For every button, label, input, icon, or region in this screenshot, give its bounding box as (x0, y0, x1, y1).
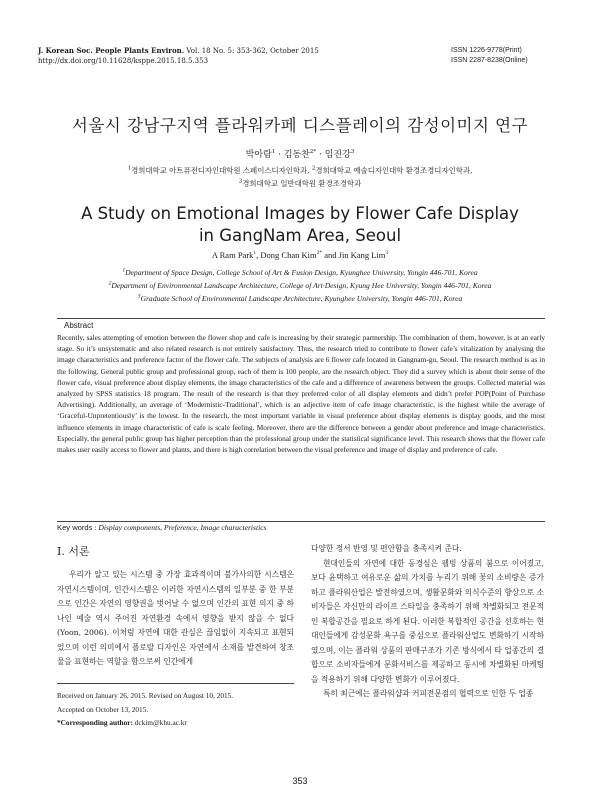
author-joiner: , (256, 250, 261, 260)
corresponding-email[interactable]: dckim@khu.ac.kr (132, 718, 187, 727)
author-separator: · (275, 150, 284, 160)
received-note: Received on January 26, 2015. Revised on August 10, 2015. (57, 691, 234, 700)
author-name: 박아람 (245, 150, 272, 160)
english-affiliations (0, 266, 600, 305)
author-name: Dong Chan Kim (260, 250, 317, 260)
affil-sup: 2 (311, 165, 316, 172)
abstract-heading: Abstract (64, 321, 94, 330)
body-paragraph: 현대인들의 자연에 대한 동경심은 웰빙 상품의 붐으로 이어졌고, 보다 윤택하고 여유로운 삶의 가치를 누리기 위해 꽃의 소비량은 증가하고 플라워산업은 발전하였으며, 생활문화와 의식수준의 향상으로 소비자들은 자신만의 라이프 스타일을 충족하기 위해 차별화되고 전문적인 복합공간을 필요로 하게 된다. 이러한 복합적인 공간을 선호하는 현대인들에게 감성문화 욕구를 중심으로 플라워산업도 변화하기 시작하였으며, 이는 플라워 상품의 판매구조가 기존 방식에서 타 업종간의 결합으로 소비자들에게 문화서비스를 제공하고 동시에 차별화된 마케팅을 적용하기 위해 다양한 변화가 이루어졌다. (311, 558, 544, 684)
english-title-line-1: A Study on Emotional Images by Flower Cafe Display (81, 204, 519, 223)
abstract-text: Recently, sales attempting of emotion between the flower shop and cafe is increasing by their strategic partnership. The combination of them, however, is at an early stage. So it’s unsystematic and also related research is not entirely satisfactory. Thus, the research tried to contribute to flower cafe’s vitalization by analysing the image characteristics and preference factor of the flower cafe. The subjects of analysis are 6 flower cafe located in Gangnam-gu, Seoul. The research method is as in the following. General public group and professional group, each of them is 100 people, are the research object. They did a survey which is about their sense of the flower cafe, visual preference about display elements, the image characteristics of the cafe and a difference of awareness between the groups. Collected material was analyzed by SPSS statistics 18 program. The result of the research is that they preferred color of all display elements and didn’t prefer POP(Point of Purchase Advertising). Additionally, an average of ‘Modernistic-Traditional’, which is an adjective item of cafe image characteristic, is the highest while the average of ‘Graceful-Unpretentiously’ is the lowest. In the research, the most important variable in visual preference about display elements is display goods, and the most influence elements in image characteristic of cafe is scale feeling. Moreover, there are the difference between a gender about preference and image characteristics. Especially, the general public group has higher perception than the professional group under the statistical significance level. This research shows that the flower cafe makes user easily access to flower and plants, and there is high correlation between the visual preference and image of display and preference of cafe. (57, 333, 545, 455)
author-sup: 1 (253, 250, 257, 257)
keywords-label: Key words (57, 523, 93, 532)
korean-authors (0, 147, 600, 160)
affil-text: 경희대학교 아트퓨전디자인대학원 스페이스디자인학과, (131, 166, 312, 175)
affil-text: Department of Environmental Landscape Architecture, College of Art·Design, Kyung Hee University, Yongin 446-701, Korea (111, 281, 492, 290)
keywords-values: Display components, Preference, Image characteristics (98, 523, 267, 532)
author-sup: 3 (385, 250, 389, 257)
author-name: Jin Kang Lim (338, 250, 386, 260)
affil-text: 경희대학교 예술디자인대학 환경조경디자인학과, (315, 166, 473, 175)
author-separator: · (316, 150, 325, 160)
left-column (57, 568, 294, 670)
author-sup: 1 (271, 149, 276, 155)
issn-print: ISSN 1226-9778(Print) (451, 47, 522, 54)
author-sup: 2* (316, 250, 323, 257)
english-title (0, 203, 600, 247)
journal-volume: Vol. 18 No. 5: 353-362, October 2015 (184, 47, 319, 55)
korean-affiliations (0, 164, 600, 190)
korean-title: 서울시 강남구지역 플라워카페 디스플레이의 감성이미지 연구 (71, 116, 529, 135)
journal-name: J. Korean Soc. People Plants Environ. (38, 46, 185, 55)
body-paragraph: 다양한 정서 반영 및 편안함을 충족시켜 준다. (311, 544, 462, 553)
footnote-divider (57, 683, 294, 684)
affil-text: 경희대학교 일반대학원 환경조경학과 (242, 179, 362, 188)
affil-sup: 3 (238, 178, 243, 185)
affil-sup: 3 (137, 293, 141, 300)
english-title-line-2: in GangNam Area, Seoul (198, 226, 402, 245)
doi-link[interactable]: http://dx.doi.org/10.11628/ksppe.2015.18.5.353 (38, 57, 209, 65)
footnotes (57, 689, 297, 730)
affil-sup: 1 (122, 267, 126, 274)
right-column (311, 542, 544, 702)
affil-sup: 2 (108, 280, 112, 287)
keywords-separator: : (92, 523, 99, 532)
accepted-note: Accepted on October 13, 2015. (57, 704, 149, 714)
affil-sup: 1 (127, 165, 132, 172)
keywords (57, 523, 267, 532)
issn-block (451, 46, 528, 66)
body-paragraph: 우리가 알고 있는 시스템 중 가장 효과적이며 불가사의한 시스템은 자연시스템이며, 인간시스템은 이러한 자연시스템의 일부분 중 한 부분으로 인간은 자연의 영향권을 벗어날 수 없으며 인간의 표현 의지 중 하나인 예술 역시 주어진 자연환경 속에서 영향을 받지 않을 수 없다(Yoon, 2006). 이처럼 자연에 대한 관심은 끊임없이 지속되고 표현되었으며 이런 의미에서 플로랄 디자인은 자연에서 소재를 발견하여 창조물을 표현하는 역할을 함으로써 인간에게 (57, 570, 294, 666)
author-joiner: and (322, 250, 339, 260)
affil-text: Graduate School of Environmental Landscape Architecture, Kyunghee University, Yongin 446-701, Korea (140, 294, 463, 303)
author-name: A Ram Park (211, 250, 254, 260)
body-paragraph: 특히 최근에는 플라워샵과 커피전문점의 협력으로 인한 두 업종 (323, 689, 534, 698)
issn-online: ISSN 2287-8238(Online) (451, 57, 528, 64)
author-name: 김동찬 (283, 150, 310, 160)
affil-text: Department of Space Design, College School of Art & Fusion Design, Kyunghee University, Yongin 446-701, Korea (125, 268, 478, 277)
english-authors (0, 250, 600, 260)
journal-header (38, 46, 319, 66)
author-sup: 3 (350, 149, 355, 155)
corresponding-label: *Corresponding author: (57, 718, 133, 727)
author-sup: 2* (309, 149, 317, 155)
author-name: 임진강 (324, 150, 351, 160)
page-number: 353 (292, 776, 308, 786)
section-heading: Ⅰ. 서론 (57, 545, 90, 558)
